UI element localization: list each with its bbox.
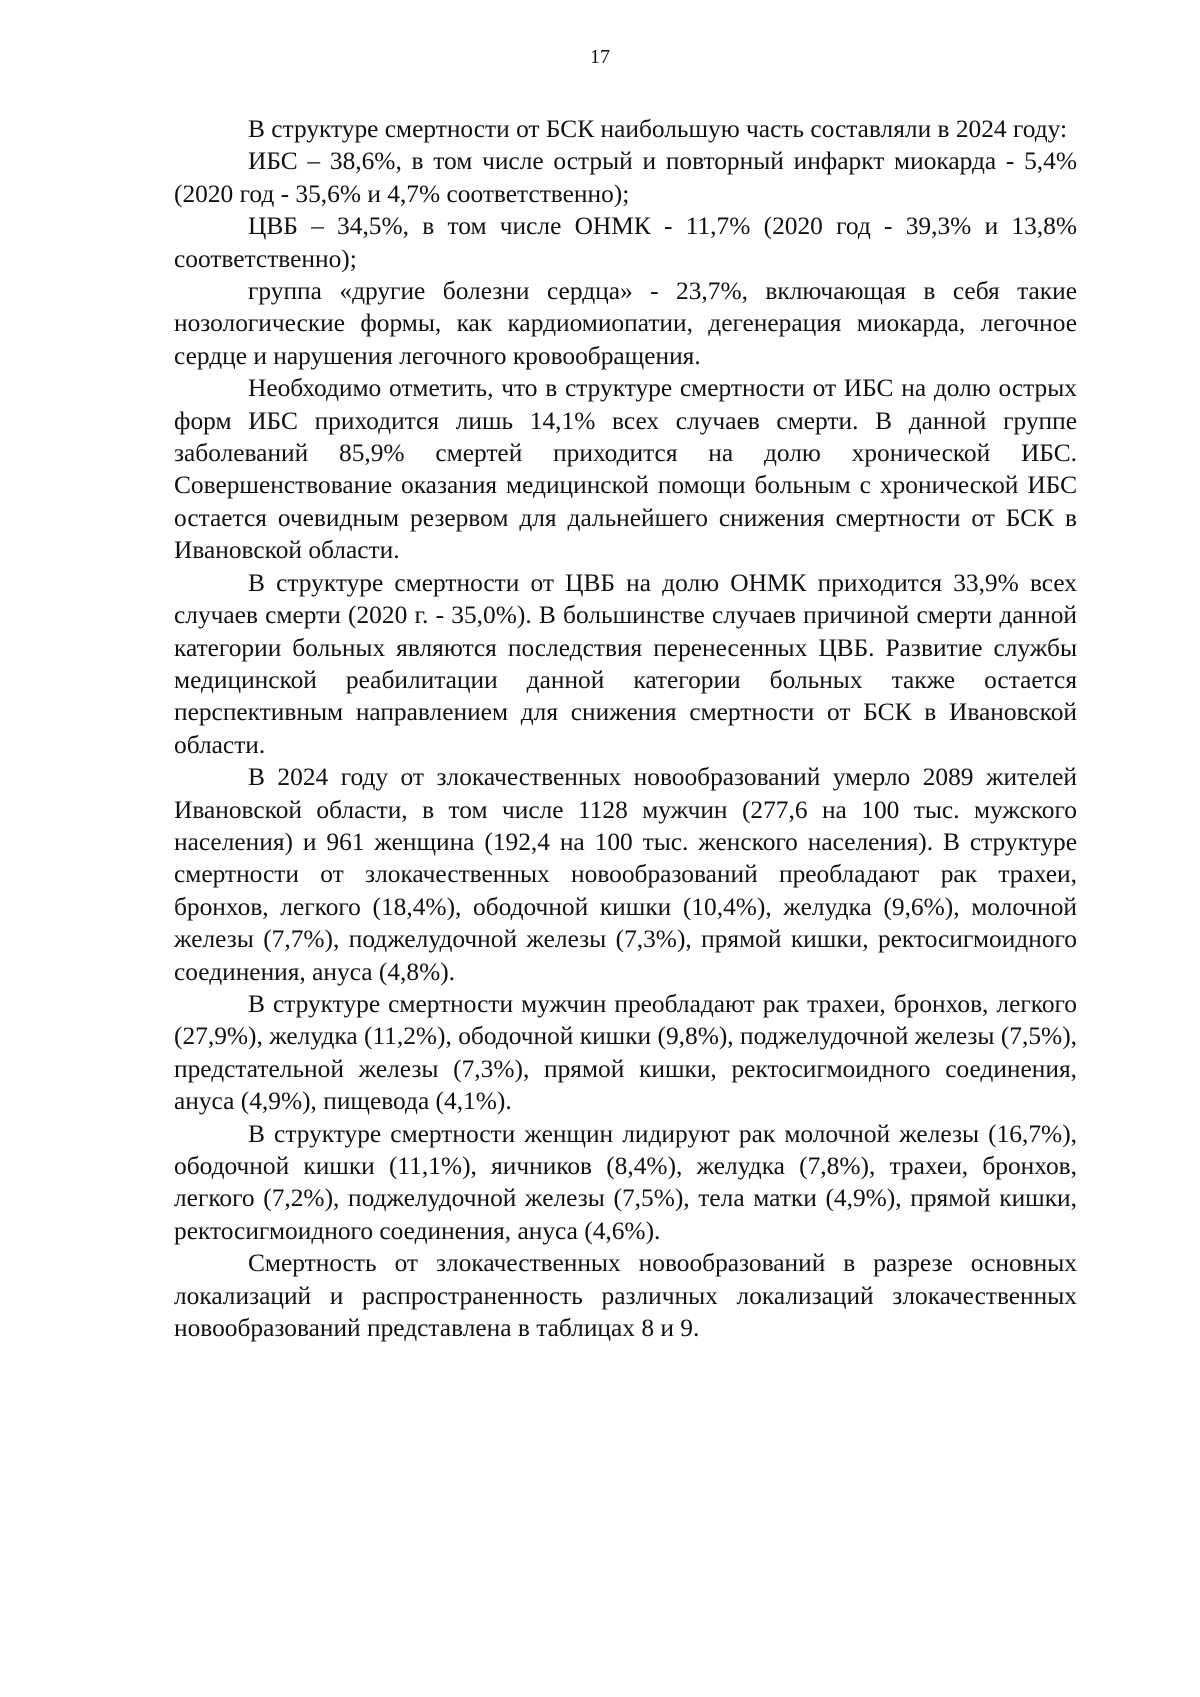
page-number: 17 [590, 46, 610, 68]
paragraph-tables-reference: Смертность от злокачественных новообразований в разрезе основных локализаций и распространенность различных локализаций злокачественных новообразований представлена в таблицах 8 и 9. [174, 1249, 1077, 1343]
paragraph-ibs: ИБС – 38,6%, в том числе острый и повторный инфаркт миокарда - 5,4% (2020 год - 35,6% и 4,7% соответственно); [174, 147, 1077, 208]
paragraph-cvb: ЦВБ – 34,5%, в том числе ОНМК - 11,7% (2020 год - 39,3% и 13,8% соответственно); [174, 212, 1077, 273]
paragraph-ibs-acute-forms: Необходимо отметить, что в структуре смертности от ИБС на долю острых форм ИБС приходится лишь 14,1% всех случаев смерти. В данной группе заболеваний 85,9% смертей приходится на долю хронической ИБС. Совершенствование оказания медицинской помощи больным с хронической ИБС остается очевидным резервом для дальнейшего снижения смертности от БСК в Ивановской области. [174, 374, 1077, 565]
paragraph-bsk-structure-intro: В структуре смертности от БСК наибольшую часть составляли в 2024 году: [248, 115, 1068, 143]
paragraph-male-oncology: В структуре смертности мужчин преобладают рак трахеи, бронхов, легкого (27,9%), желудка (11,2%), ободочной кишки (9,8%), поджелудочной железы (7,5%), предстательной железы (7,3%), прямой кишки, ректосигмоидного соединения, ануса (4,9%), пищевода (4,1%). [174, 989, 1077, 1116]
paragraph-female-oncology: В структуре смертности женщин лидируют рак молочной железы (16,7%), ободочной кишки (11,1%), яичников (8,4%), желудка (7,8%), трахеи, бронхов, легкого (7,2%), поджелудочной железы (7,5%), тела матки (4,9%), прямой кишки, ректосигмоидного соединения, ануса (4,6%). [174, 1119, 1077, 1245]
body-text [174, 113, 1077, 1344]
paragraph-other-heart-diseases: группа «другие болезни сердца» - 23,7%, включающая в себя такие нозологические формы, как кардиомиопатии, дегенерация миокарда, легочное сердце и нарушения легочного кровообращения. [174, 277, 1077, 370]
paragraph-oncology-mortality: В 2024 году от злокачественных новообразований умерло 2089 жителей Ивановской области, в том числе 1128 мужчин (277,6 на 100 тыс. мужского населения) и 961 женщина (192,4 на 100 тыс. женского населения). В структуре смертности от злокачественных новообразований преобладают рак трахеи, бронхов, легкого (18,4%), ободочной кишки (10,4%), желудка (9,6%), молочной железы (7,7%), поджелудочной железы (7,3%), прямой кишки, ректосигмоидного соединения, ануса (4,8%). [174, 763, 1077, 986]
paragraph-cvb-onmk: В структуре смертности от ЦВБ на долю ОНМК приходится 33,9% всех случаев смерти (2020 г. - 35,0%). В большинстве случаев причиной смерти данной категории больных являются последствия перенесенных ЦВБ. Развитие службы медицинской реабилитации данной категории больных также остается перспективным направлением для снижения смертности от БСК в Ивановской области. [174, 568, 1077, 759]
